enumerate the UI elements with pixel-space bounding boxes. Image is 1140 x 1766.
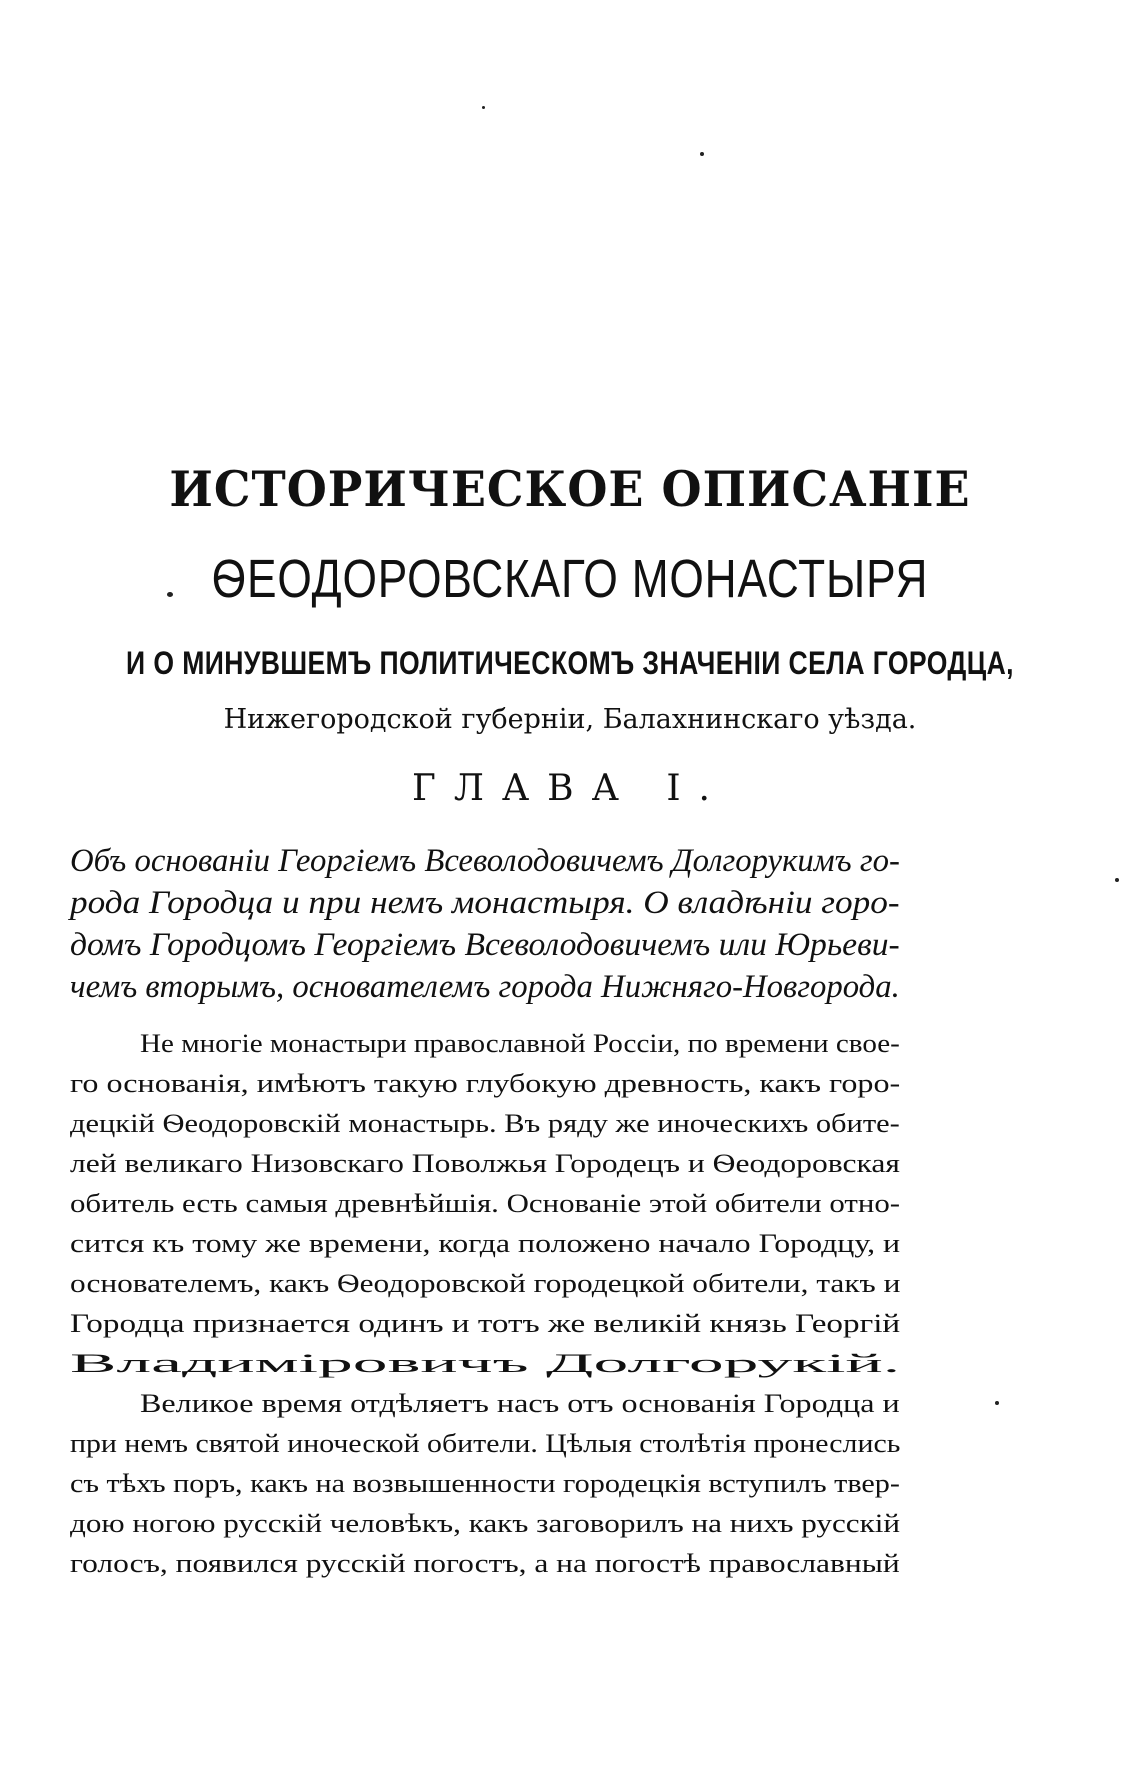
body-text-line: дою ногою русскій человѣкъ, какъ заговорилъ на нихъ русскій — [70, 1509, 901, 1538]
chapter-heading: ГЛАВА I. — [412, 768, 728, 809]
body-text-line: Городца признается одинъ и тотъ же великій князь Георгій — [70, 1309, 901, 1338]
body-text-line: голосъ, появился русскій погостъ, а на погостѣ православный — [70, 1549, 900, 1578]
body-text-line: го основанія, имѣютъ такую глубокую древность, какъ горо- — [70, 1069, 901, 1098]
chapter-summary-line: домъ Городцомъ Георгіемъ Всеволодовичемъ или Юрьеви- — [70, 927, 900, 963]
scan-speck — [482, 106, 485, 109]
body-text-line: Владиміровичъ Долгорукій. — [70, 1349, 901, 1378]
body-text-line: сится къ тому же времени, когда положено начало Городцу, и — [70, 1229, 901, 1258]
body-text-line: съ тѣхъ поръ, какъ на возвышенности городецкія вступилъ твер- — [70, 1469, 900, 1498]
body-text-line: при немъ святой иноческой обители. Цѣлыя столѣтія пронеслись — [70, 1429, 901, 1458]
monastery-title: ѲЕОДОРОВСКАГО МОНАСТЫРЯ — [211, 549, 929, 609]
scan-speck — [1115, 878, 1119, 882]
body-text-line: децкій Ѳеодоровскій монастырь. Въ ряду же иноческихъ обите- — [70, 1109, 900, 1138]
region-line: Нижегородской губерніи, Балахнинскаго уѣзда. — [223, 704, 917, 735]
body-text-line: лей великаго Низовскаго Поволжья Городецъ и Ѳеодоровская — [70, 1149, 900, 1178]
chapter-summary-line: Объ основаніи Георгіемъ Всеволодовичемъ Долгорукимъ го- — [70, 843, 900, 879]
body-text-line: Не многіе монастыри православной Россіи, по времени свое- — [140, 1029, 900, 1058]
subtitle: И О МИНУВШЕМЪ ПОЛИТИЧЕСКОМЪ ЗНАЧЕНІИ СЕЛА ГОРОДЦА, — [126, 645, 1014, 681]
chapter-summary-line: чемъ вторымъ, основателемъ города Нижняго-Новгорода. — [70, 969, 900, 1005]
body-text-line: обитель есть самыя древнѣйшія. Основаніе этой обители отно- — [70, 1189, 901, 1218]
scan-speck — [700, 152, 704, 156]
main-title: ИСТОРИЧЕСКОЕ ОПИСАНІЕ — [169, 460, 971, 518]
body-text-line: Великое время отдѣляетъ насъ отъ основанія Городца и — [140, 1389, 900, 1418]
chapter-summary-line: рода Городца и при немъ монастыря. О владѣніи горо- — [70, 885, 900, 921]
body-text-line: основателемъ, какъ Ѳеодоровской городецкой обители, такъ и — [70, 1269, 901, 1298]
